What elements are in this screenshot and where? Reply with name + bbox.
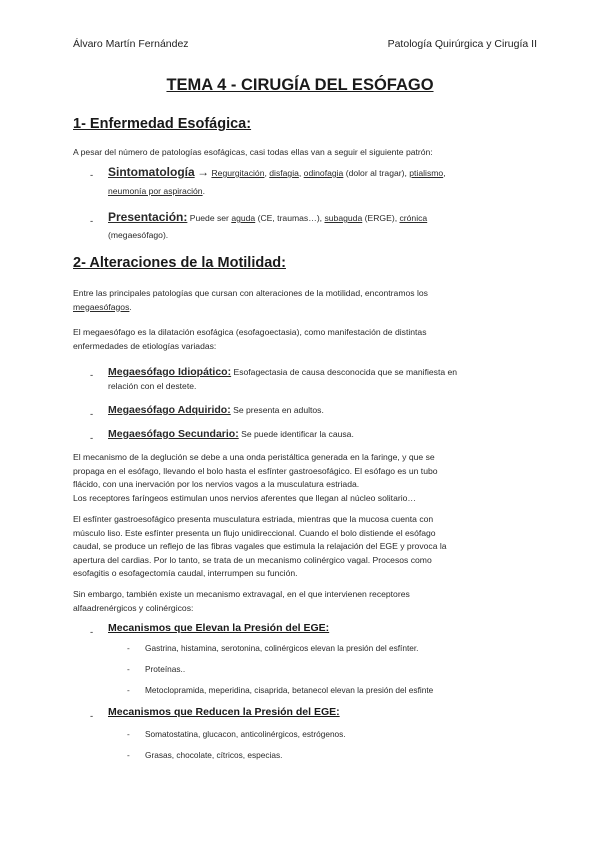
term-disfagia: disfagia: [269, 168, 299, 178]
sintomatologia-item: [108, 166, 528, 181]
elevan-item: Metoclopramida, meperidina, cisaprida, betanecol elevan la presión del esfinte: [145, 685, 434, 695]
bullet-dash: -: [90, 170, 94, 181]
type-text: Esofagectasia de causa desconocida que se manifiesta en: [231, 367, 458, 377]
type-adquirido: [108, 404, 528, 418]
text-line: enfermedades de etiologías variadas:: [73, 340, 217, 351]
term-odinofagia: odinofagia: [303, 168, 344, 178]
sep: (CE, traumas…),: [255, 213, 325, 223]
sintomatologia-line2: [108, 185, 205, 199]
type-text: Se presenta en adultos.: [230, 405, 324, 415]
type-idiopatico: [108, 366, 528, 393]
header-author: Álvaro Martín Fernández: [73, 38, 189, 50]
bullet-dash: -: [90, 711, 94, 722]
presentacion-label: Presentación:: [108, 210, 188, 224]
type-secundario: [108, 428, 528, 442]
bullet-dash: -: [127, 729, 130, 739]
bullet-dash: -: [90, 433, 94, 444]
arrow-icon: →: [197, 165, 210, 179]
text-line: propaga en el esófago, llevando el bolo hasta el esfínter gastroesofágico. El esófago es un tubo: [73, 465, 438, 476]
sintomatologia-label: Sintomatología: [108, 165, 195, 179]
term-neumonia: neumonía por aspiración: [108, 186, 203, 196]
bullet-dash: -: [127, 643, 130, 653]
megaesofago-definition: [73, 326, 518, 353]
sep: ,: [264, 168, 270, 178]
reducen-heading: Mecanismos que Reducen la Presión del EGE:: [108, 706, 340, 718]
text-line: esofagitis o esofagectomía caudal, interrumpen su función.: [73, 568, 298, 578]
sep: (ERGE),: [362, 213, 400, 223]
text-line: flácido, con una inervación por los nervios vagos a la musculatura estriada.: [73, 479, 360, 489]
presentacion-line2: (megaesófago).: [108, 230, 169, 240]
term-aguda: aguda: [231, 213, 256, 223]
section-heading-motilidad: 2- Alteraciones de la Motilidad:: [73, 255, 286, 271]
text-line: alfaadrenérgicos y colinérgicos:: [73, 602, 194, 613]
elevan-item: Proteínas..: [145, 664, 186, 674]
reducen-item: Grasas, chocolate, cítricos, especias.: [145, 750, 283, 760]
bullet-dash: -: [127, 750, 130, 760]
text-line: Entre las principales patologías que cursan con alteraciones de la motilidad, encontramos los: [73, 288, 428, 298]
type-label: Megaesófago Idiopático:: [108, 366, 232, 378]
reducen-item: Somatostatina, glucacon, anticolinérgicos, estrógenos.: [145, 729, 346, 739]
text: Puede ser: [187, 213, 232, 223]
text-line: El esfínter gastroesofágico presenta musculatura estriada, mientras que la mucosa cuenta con: [73, 514, 434, 524]
bullet-dash: -: [127, 664, 130, 674]
text-line: Sin embargo, también existe un mecanismo extravagal, en el que intervienen receptores: [73, 589, 410, 599]
page-title: TEMA 4 - CIRUGÍA DEL ESÓFAGO: [166, 76, 434, 94]
text-line: El megaesófago es la dilatación esofágica (esofagoectasia), como manifestación de distintas: [73, 327, 427, 337]
sep: ,: [443, 168, 446, 178]
sep: .: [129, 301, 132, 312]
section-heading-enfermedad: 1- Enfermedad Esofágica:: [73, 116, 252, 132]
term-regurgitacion: Regurgitación: [211, 168, 265, 178]
term-subaguda: subaguda: [324, 213, 363, 223]
paragraph-deglucion: [73, 451, 543, 505]
sep: ,: [298, 168, 304, 178]
section1-intro: A pesar del número de patologías esofágicas, casi todas ellas van a seguir el siguiente patrón:: [73, 147, 433, 157]
presentacion-item: [108, 211, 528, 226]
term-ptialismo: ptialismo: [409, 168, 444, 178]
bullet-dash: -: [90, 409, 94, 420]
section2-intro: [73, 287, 518, 314]
bullet-dash: -: [127, 685, 130, 695]
elevan-heading: Mecanismos que Elevan la Presión del EGE:: [108, 622, 330, 634]
term-megaesofagos: megaesófagos: [73, 301, 130, 312]
text-line: músculo liso. Este esfínter presenta un flujo unidireccional. Cuando el bolo distiende el esófago: [73, 527, 436, 538]
type-label: Megaesófago Secundario:: [108, 428, 239, 440]
text-line: apertura del cardias. Por lo tanto, se trata de un mecanismo colinérgico vagal. Procesos como: [73, 554, 432, 565]
text-line: caudal, se produce un reflejo de las fibras vagales que estimula la relajación del EGE y provoca la: [73, 541, 447, 551]
sep: .: [202, 186, 205, 196]
type-text: Se puede identificar la causa.: [238, 429, 354, 439]
text-line: Los receptores faríngeos estimulan unos nervios aferentes que llegan al núcleo solitario…: [73, 492, 416, 503]
type-label: Megaesófago Adquirido:: [108, 404, 231, 416]
sep: (dolor al tragar),: [343, 168, 410, 178]
type-text-line2: relación con el destete.: [108, 380, 197, 391]
bullet-dash: -: [90, 216, 94, 227]
elevan-item: Gastrina, histamina, serotonina, colinérgicos elevan la presión del esfínter.: [145, 643, 419, 653]
header-course: Patología Quirúrgica y Cirugía II: [387, 38, 537, 50]
bullet-dash: -: [90, 627, 94, 638]
bullet-dash: -: [90, 370, 94, 381]
paragraph-esfinter: [73, 513, 543, 581]
paragraph-extravagal: [73, 588, 518, 615]
text-line: El mecanismo de la deglución se debe a una onda peristáltica generada en la faringe, y que se: [73, 452, 435, 462]
term-cronica: crónica: [399, 213, 428, 223]
